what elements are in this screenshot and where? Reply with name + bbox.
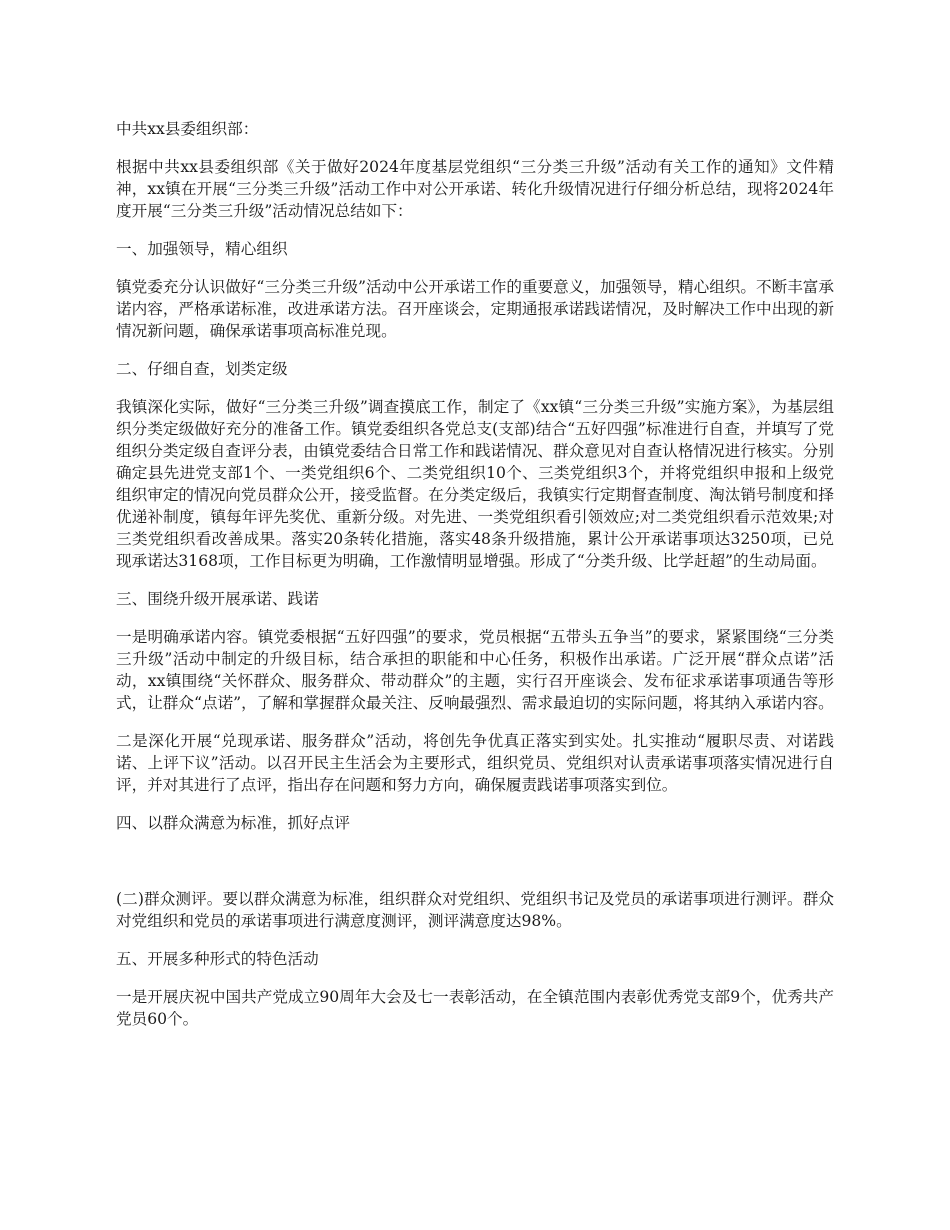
section-3-body-1: 一是明确承诺内容。镇党委根据“五好四强”的要求，党员根据“五带头五争当”的要求，紧紧围绕“三分类三升级”活动中制定的升级目标，结合承担的职能和中心任务，积极作出承诺。广泛开展“群众点诺”活动，xx镇围绕“关怀群众、服务群众、带动群众”的主题，实行召开座谈会、发布征求承诺事项通告等形式，让群众“点诺”，了解和掌握群众最关注、反响最强烈、需求最迫切的实际问题，将其纳入承诺内容。 [116, 628, 834, 712]
section-5-body: 一是开展庆祝中国共产党成立90周年大会及七一表彰活动，在全镇范围内表彰优秀党支部9个，优秀共产党员60个。 [116, 988, 834, 1028]
intro-paragraph: 根据中共xx县委组织部《关于做好2024年度基层党组织“三分类三升级”活动有关工作的通知》文件精神，xx镇在开展“三分类三升级”活动工作中对公开承诺、转化升级情况进行仔细分析总结，现将2024年度开展“三分类三升级”活动情况总结如下： [116, 158, 834, 220]
blank-gap [116, 850, 834, 888]
section-4-heading: 四、以群众满意为标准，抓好点评 [116, 814, 350, 832]
section-1-body: 镇党委充分认识做好“三分类三升级”活动中公开承诺工作的重要意义，加强领导，精心组织。不断丰富承诺内容，严格承诺标准，改进承诺方法。召开座谈会，定期通报承诺践诺情况，及时解决工作中出现的新情况新问题，确保承诺事项高标准兑现。 [116, 278, 834, 340]
section-1-heading: 一、加强领导，精心组织 [116, 240, 288, 258]
section-3-body-2: 二是深化开展“兑现承诺、服务群众”活动，将创先争优真正落实到实处。扎实推动“履职尽责、对诺践诺、上评下议”活动。以召开民主生活会为主要形式，组织党员、党组织对认责承诺事项落实情况进行自评，并对其进行了点评，指出存在问题和努力方向，确保履责践诺事项落实到位。 [116, 732, 834, 794]
section-3-heading: 三、围绕升级开展承诺、践诺 [116, 590, 319, 608]
section-2-heading: 二、仔细自查，划类定级 [116, 360, 288, 378]
document-page [116, 118, 834, 1046]
section-4-body: (二)群众测评。要以群众满意为标准，组织群众对党组织、党组织书记及党员的承诺事项进行测评。群众对党组织和党员的承诺事项进行满意度测评，测评满意度达98%。 [116, 890, 834, 930]
salutation: 中共xx县委组织部： [116, 120, 259, 138]
section-5-heading: 五、开展多种形式的特色活动 [116, 950, 319, 968]
section-2-body: 我镇深化实际，做好“三分类三升级”调查摸底工作，制定了《xx镇“三分类三升级”实施方案》，为基层组织分类定级做好充分的准备工作。镇党委组织各党总支(支部)结合“五好四强”标准进行自查，并填写了党组织分类定级自查评分表，由镇党委结合日常工作和践诺情况、群众意见对自查认格情况进行核实。分别确定县先进党支部1个、一类党组织6个、二类党组织10个、三类党组织3个，并将党组织申报和上级党组织审定的情况向党员群众公开，接受监督。在分类定级后，我镇实行定期督查制度、淘汰销号制度和择优递补制度，镇每年评先奖优、重新分级。对先进、一类党组织看引领效应;对二类党组织看示范效果;对三类党组织看改善成果。落实20条转化措施，落实48条升级措施，累计公开承诺事项达3250项，已兑现承诺达3168项，工作目标更为明确，工作激情明显增强。形成了“分类升级、比学赶超”的生动局面。 [116, 398, 834, 570]
